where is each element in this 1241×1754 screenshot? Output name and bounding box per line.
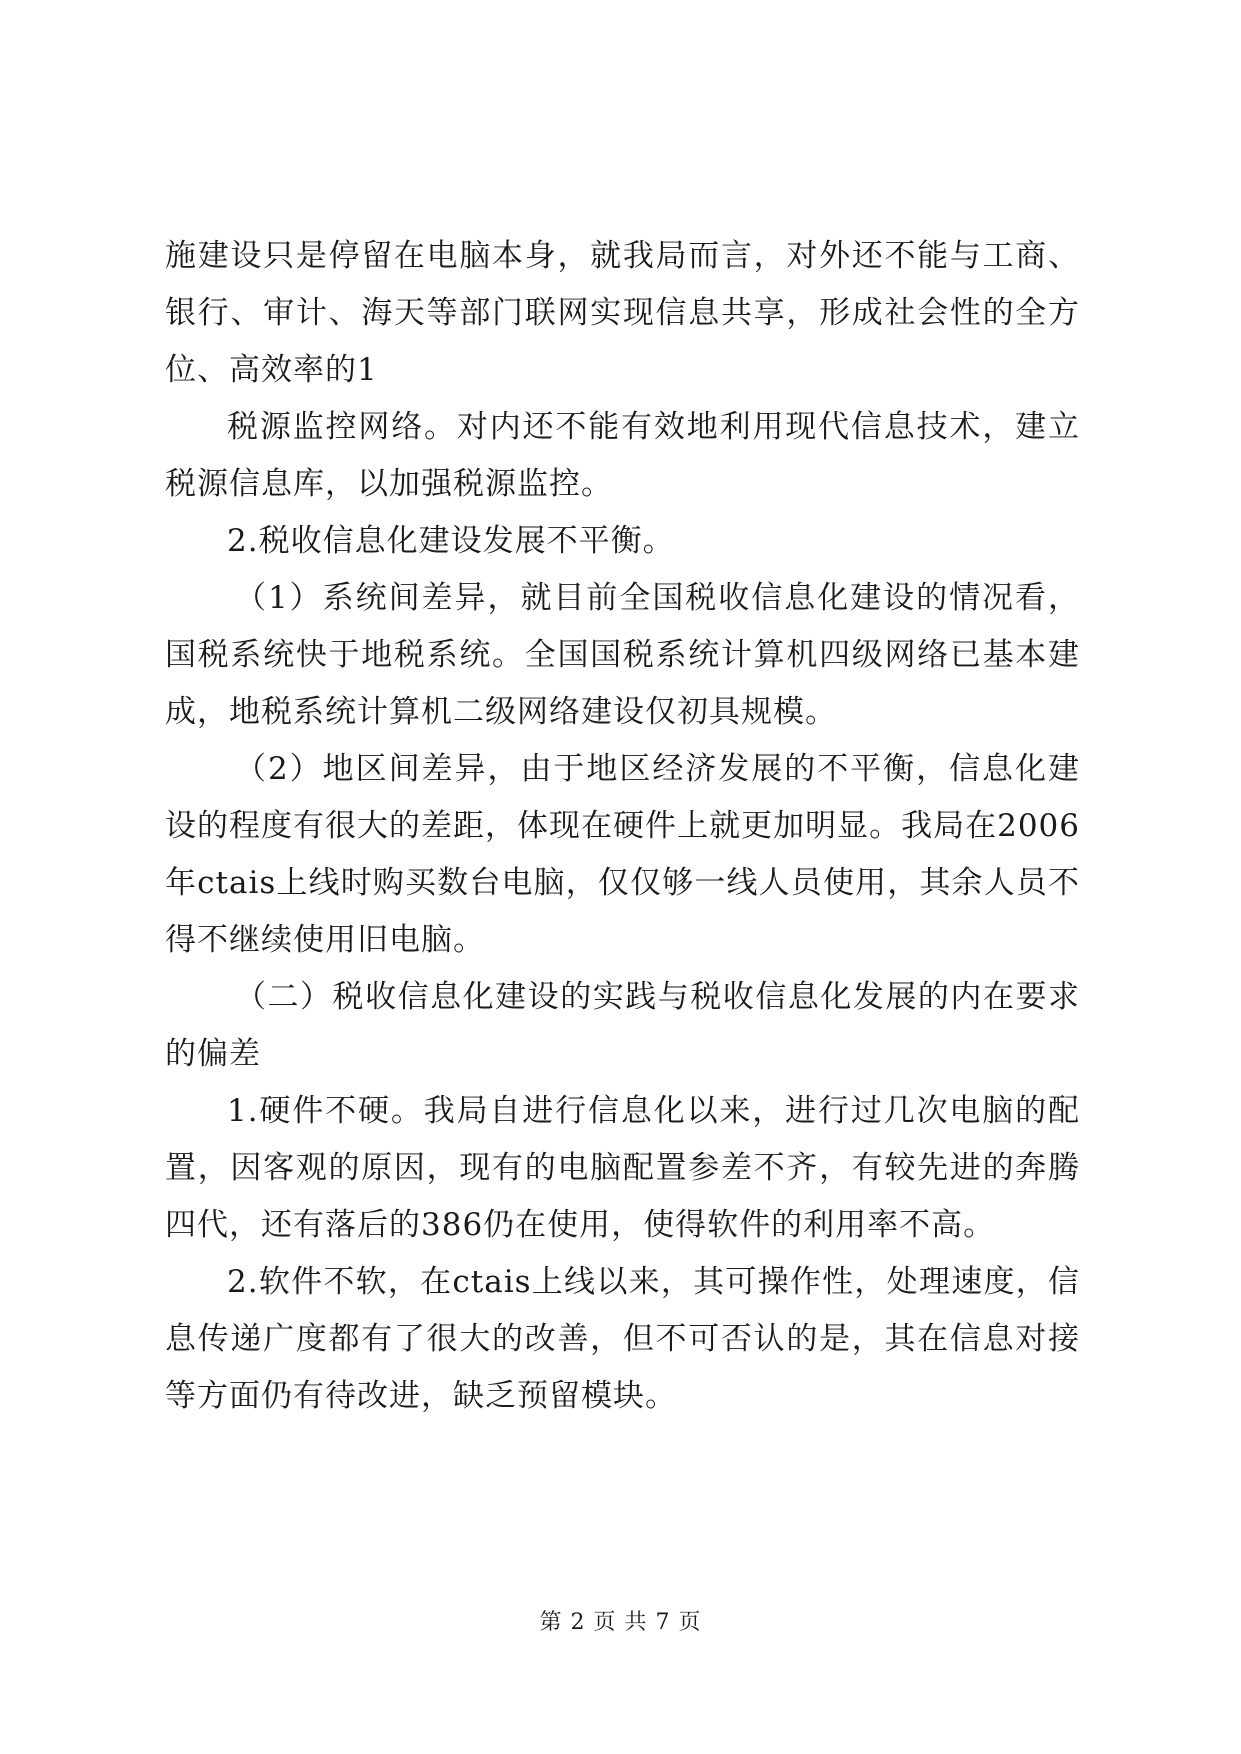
paragraph-regional-difference: （2）地区间差异，由于地区经济发展的不平衡，信息化建设的程度有很大的差距，体现在硬件上就更加明显。我局在2006年ctais上线时购买数台电脑，仅仅够一线人员使用，其余人员不得不继续使用旧电脑。 <box>165 751 1080 958</box>
page-number-footer: 第 2 页 共 7 页 <box>539 1610 702 1635</box>
paragraph-tax-monitoring: 税源监控网络。对内还不能有效地利用现代信息技术，建立税源信息库，以加强税源监控。 <box>165 409 1080 502</box>
heading-imbalance: 2.税收信息化建设发展不平衡。 <box>227 523 675 559</box>
heading-deviation: （二）税收信息化建设的实践与税收信息化发展的内在要求的偏差 <box>165 979 1080 1072</box>
paragraph-continuation: 施建设只是停留在电脑本身，就我局而言，对外还不能与工商、银行、审计、海天等部门联网实现信息共享，形成社会性的全方位、高效率的1 <box>165 238 1080 388</box>
document-body <box>165 228 1080 1425</box>
paragraph-hardware: 1.硬件不硬。我局自进行信息化以来，进行过几次电脑的配置，因客观的原因，现有的电脑配置参差不齐，有较先进的奔腾四代，还有落后的386仍在使用，使得软件的利用率不高。 <box>165 1093 1080 1243</box>
paragraph-system-difference: （1）系统间差异，就目前全国税收信息化建设的情况看，国税系统快于地税系统。全国国税系统计算机四级网络已基本建成，地税系统计算机二级网络建设仅初具规模。 <box>165 580 1080 730</box>
paragraph-software: 2.软件不软，在ctais上线以来，其可操作性，处理速度，信息传递广度都有了很大的改善，但不可否认的是，其在信息对接等方面仍有待改进，缺乏预留模块。 <box>165 1264 1080 1414</box>
